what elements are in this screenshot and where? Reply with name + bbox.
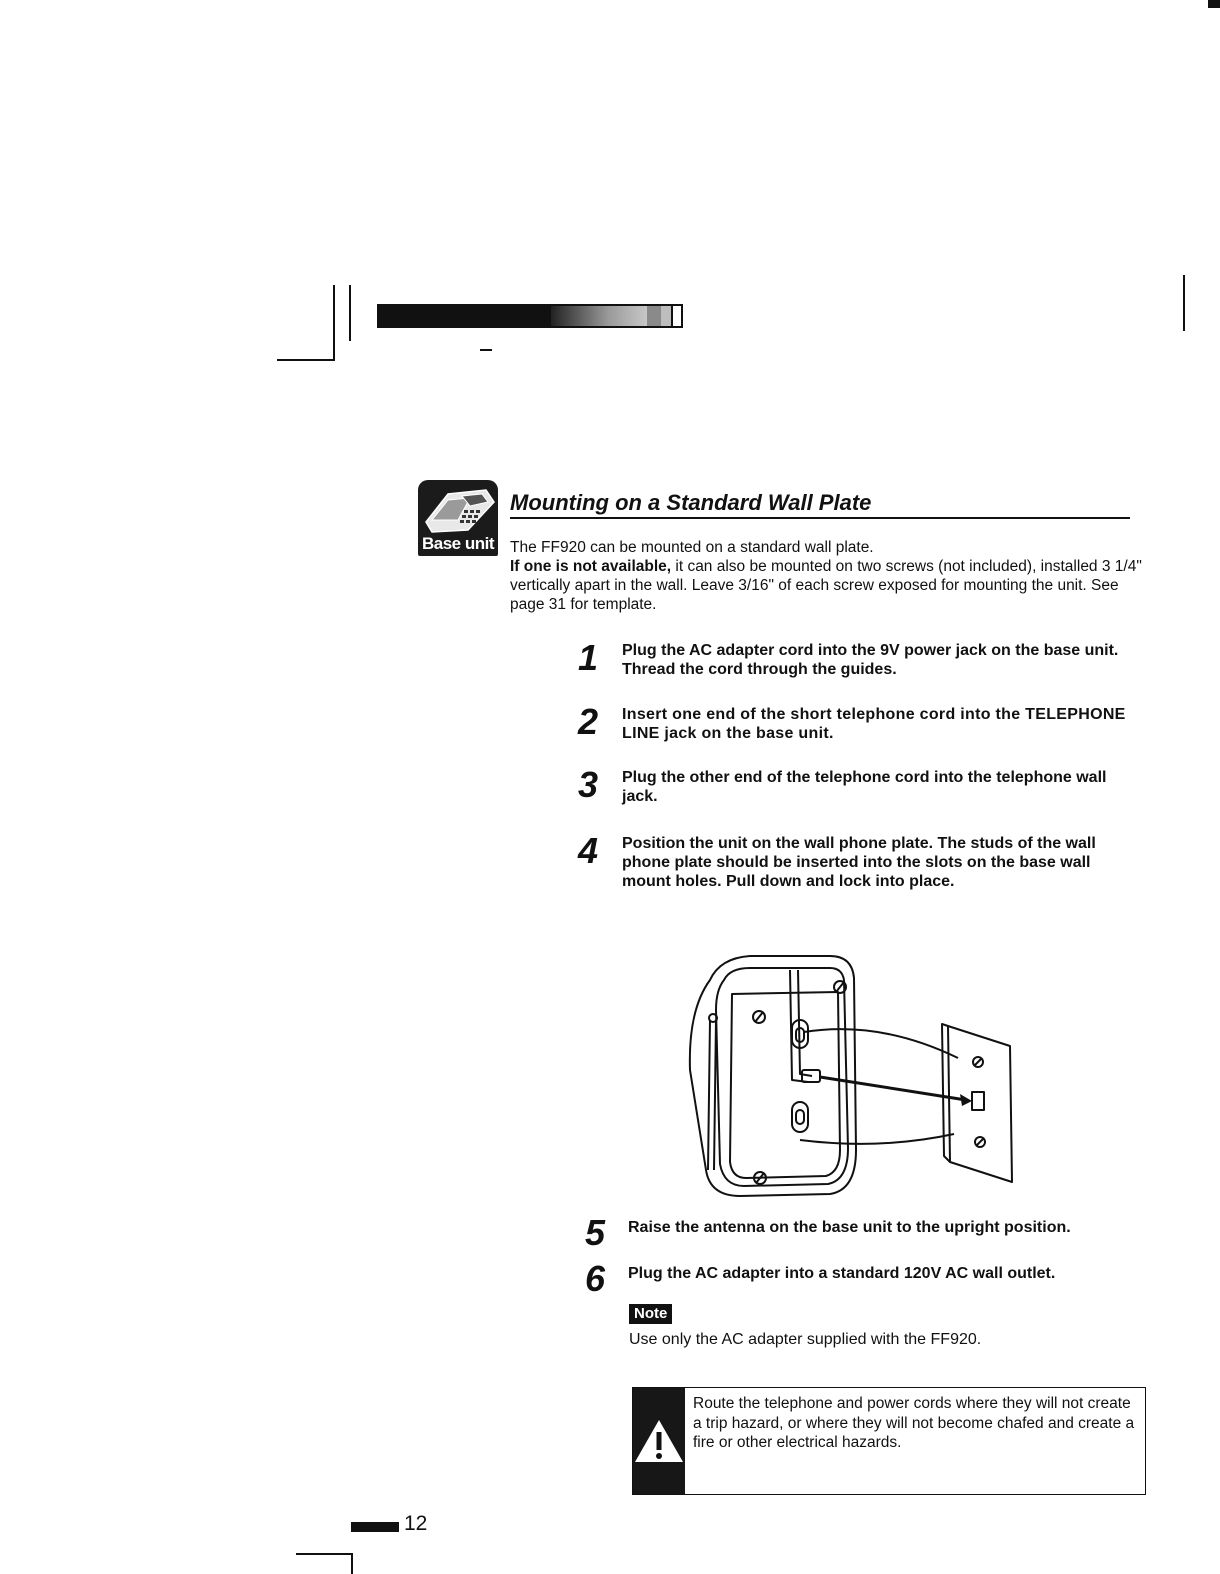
intro-bold-lead: If one is not available,: [510, 558, 672, 575]
crop-mark: [333, 285, 335, 361]
warning-box: [632, 1387, 1146, 1495]
intro-line-1: The FF920 can be mounted on a standard wall plate.: [510, 539, 874, 556]
crop-mark: [351, 1553, 353, 1574]
base-unit-label: Base unit: [421, 534, 495, 553]
warning-text: Route the telephone and power cords where they will not create a trip hazard, or where they will not become chafed and create a fire or other electrical hazards.: [693, 1395, 1135, 1451]
intro-paragraph: [510, 538, 1150, 614]
step-number: 2: [578, 701, 599, 742]
step-number: 5: [585, 1212, 606, 1253]
note-label: Note: [629, 1304, 672, 1324]
crop-mark: [480, 349, 492, 351]
step-text: Plug the AC adapter into a standard 120V AC wall outlet.: [628, 1265, 1056, 1282]
crop-mark: [277, 359, 335, 361]
step-text: Plug the AC adapter cord into the 9V power jack on the base unit. Thread the cord through the guides.: [622, 642, 1119, 678]
intro-rest: it can also be mounted on two screws (not included), installed 3 1/4" vertically apart in the wall. Leave 3/16" of each screw exposed for mounting the unit. See page 31 for template.: [510, 558, 1142, 613]
note-text: Use only the AC adapter supplied with the FF920.: [629, 1331, 982, 1348]
crop-mark: [349, 285, 351, 341]
step-text: Position the unit on the wall phone plate. The studs of the wall phone plate should be inserted into the slots on the base wall mount holes. Pull down and lock into place.: [622, 835, 1096, 890]
page-number-marker: [351, 1522, 399, 1532]
base-unit-icon: [418, 480, 498, 556]
title-rule: [510, 517, 1130, 519]
warning-triangle-icon: [633, 1418, 685, 1464]
step-number: 6: [585, 1258, 606, 1299]
header-bar: [377, 304, 683, 328]
section-title: Mounting on a Standard Wall Plate: [510, 490, 872, 515]
crop-mark: [1183, 275, 1185, 331]
step-number: 4: [578, 830, 599, 871]
wall-mount-illustration: [680, 950, 1020, 1200]
step-text: Plug the other end of the telephone cord into the telephone wall jack.: [622, 769, 1107, 805]
crop-mark: [1208, 0, 1220, 8]
step-text: Insert one end of the short telephone cord into the TELEPHONE LINE jack on the base unit.: [622, 706, 1126, 742]
step-text: Raise the antenna on the base unit to the upright position.: [628, 1219, 1071, 1236]
page-number: 12: [404, 1512, 428, 1535]
telephone-icon: [418, 480, 498, 538]
step-number: 1: [578, 637, 599, 678]
warning-icon-panel: [633, 1388, 685, 1494]
crop-mark: [296, 1553, 352, 1555]
step-number: 3: [578, 764, 599, 805]
